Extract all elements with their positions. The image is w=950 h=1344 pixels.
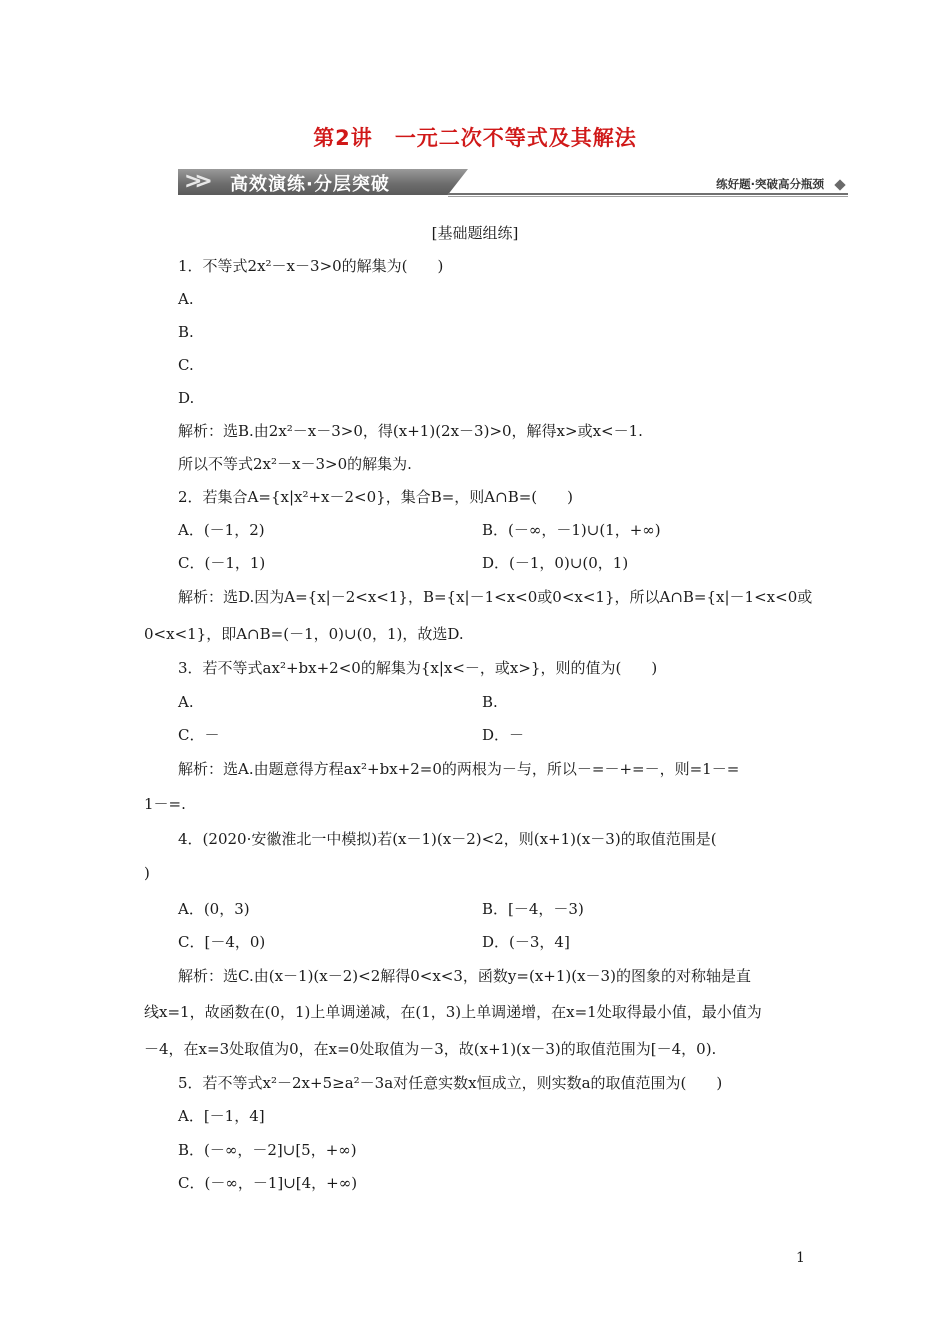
- question-3-option-c: C．－: [178, 726, 220, 744]
- question-1-solution-line-1: 解析：选B.由2x²－x－3>0，得(x+1)(2x－3)>0，解得x>或x<－1.: [178, 422, 643, 440]
- question-1-option-a: A.: [178, 290, 194, 308]
- question-4-option-a: A．(0，3): [178, 900, 250, 918]
- question-5-stem: 5．若不等式x²－2x+5≥a²－3a对任意实数x恒成立，则实数a的取值范围为( ): [178, 1074, 723, 1092]
- question-2-option-b: B．(－∞，－1)∪(1，+∞): [482, 521, 661, 539]
- banner-rule: [448, 193, 848, 195]
- question-1-option-c: C.: [178, 356, 194, 374]
- question-3-stem: 3．若不等式ax²+bx+2<0的解集为{x|x<－，或x>}，则的值为( ): [178, 659, 658, 677]
- section-banner: [178, 166, 850, 198]
- question-1-stem: 1．不等式2x²－x－3>0的解集为( ): [178, 257, 444, 275]
- question-2-solution-line-2: 0<x<1}，即A∩B=(－1，0)∪(0，1)，故选D.: [144, 625, 464, 643]
- page-number: 1: [796, 1250, 805, 1266]
- question-2-stem: 2．若集合A={x|x²+x－2<0}，集合B=，则A∩B=( ): [178, 488, 573, 506]
- question-5-option-a: A．[－1，4]: [178, 1107, 265, 1125]
- question-2-option-d: D．(－1，0)∪(0，1): [482, 554, 629, 572]
- question-4-solution-line-1: 解析：选C.由(x－1)(x－2)<2解得0<x<3，函数y=(x+1)(x－3)的图象的对称轴是直: [178, 967, 751, 985]
- question-4-solution-line-2: 线x=1，故函数在(0，1)上单调递减，在(1，3)上单调递增，在x=1处取得最小值，最小值为: [144, 1003, 762, 1021]
- question-1-option-d: D.: [178, 389, 195, 407]
- question-3-solution-line-2: 1－=.: [144, 795, 186, 813]
- question-5-option-b: B．(－∞，－2]∪[5，+∞): [178, 1141, 357, 1159]
- question-2-option-c: C．(－1，1): [178, 554, 266, 572]
- question-4-option-c: C．[－4，0): [178, 933, 266, 951]
- lesson-title: [0, 122, 950, 152]
- question-1-option-b: B.: [178, 323, 194, 341]
- question-3-option-d: D．－: [482, 726, 525, 744]
- question-1-solution-line-2: 所以不等式2x²－x－3>0的解集为.: [178, 455, 412, 473]
- question-2-solution-line-1: 解析：选D.因为A={x|－2<x<1}，B={x|－1<x<0或0<x<1}，所以A∩B={x|－1<x<0或: [178, 588, 813, 606]
- question-3-option-b: B.: [482, 693, 498, 711]
- question-2-option-a: A．(－1，2): [178, 521, 265, 539]
- section-label: [基础题组练]: [431, 224, 519, 242]
- question-5-option-c: C．(－∞，－1]∪[4，+∞): [178, 1174, 358, 1192]
- lesson-number: 第2讲: [313, 126, 373, 150]
- question-3-option-a: A.: [178, 693, 194, 711]
- banner-rule-thin: [448, 196, 848, 197]
- question-4-stem-line-1: 4．(2020·安徽淮北一中模拟)若(x－1)(x－2)<2，则(x+1)(x－3)的取值范围是(: [178, 830, 717, 848]
- banner-slogan: 练好题·突破高分瓶颈: [716, 177, 824, 191]
- lesson-topic: 一元二次不等式及其解法: [394, 126, 637, 150]
- question-3-solution-line-1: 解析：选A.由题意得方程ax²+bx+2=0的两根为－与，所以－=－+=－，则=1－=: [178, 760, 740, 778]
- chevron-icon: >>: [184, 169, 205, 194]
- question-4-stem-line-2: ): [144, 864, 150, 882]
- banner-text: 高效演练·分层突破: [230, 174, 390, 195]
- question-4-option-d: D．(－3，4]: [482, 933, 570, 951]
- question-4-solution-line-3: －4，在x=3处取值为0，在x=0处取值为－3，故(x+1)(x－3)的取值范围为[－4，0).: [144, 1040, 717, 1058]
- diamond-icon: [834, 179, 845, 190]
- question-4-option-b: B．[－4，－3): [482, 900, 584, 918]
